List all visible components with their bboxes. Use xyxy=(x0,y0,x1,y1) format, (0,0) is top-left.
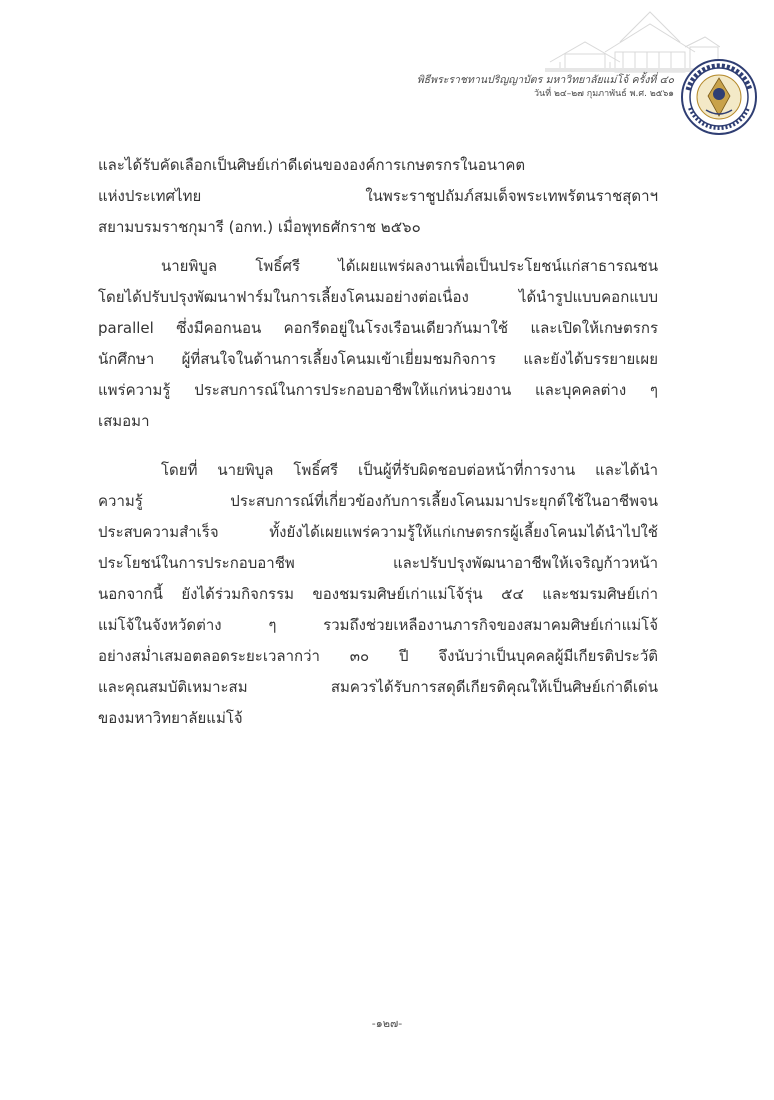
text-line: ประสบความสำเร็จ ทั้งยังได้เผยแพร่ความรู้ให้แก่เกษตรกรผู้เลี้ยงโคนมได้นำไปใช้ xyxy=(98,523,658,541)
text-line: เสมอมา xyxy=(98,412,150,430)
text-line: แม่โจ้ในจังหวัดต่าง ๆ รวมถึงช่วยเหลืองานภารกิจของสมาคมศิษย์เก่าแม่โจ้ xyxy=(98,616,658,634)
paragraph-1 xyxy=(98,150,658,243)
ceremony-title: พิธีพระราชทานปริญญาบัตร มหาวิทยาลัยแม่โจ้ ครั้งที่ ๔๐ xyxy=(416,74,674,86)
citation-body xyxy=(98,150,658,742)
ceremony-date: วันที่ ๒๔–๒๗ กุมภาพันธ์ พ.ศ. ๒๕๖๑ xyxy=(533,89,674,99)
page-header xyxy=(0,0,774,110)
text-line: นักศึกษา ผู้ที่สนใจในด้านการเลี้ยงโคนมเข้าเยี่ยมชมกิจการ และยังได้บรรยายเผย xyxy=(98,350,658,368)
text-line: นายพิบูล โพธิ์ศรี ได้เผยแพร่ผลงานเพื่อเป็นประโยชน์แก่สาธารณชน xyxy=(161,257,658,275)
text-line: และคุณสมบัติเหมาะสม สมควรได้รับการสดุดีเกียรติคุณให้เป็นศิษย์เก่าดีเด่น xyxy=(98,678,658,696)
text-line: ความรู้ ประสบการณ์ที่เกี่ยวข้องกับการเลี้ยงโคนมมาประยุกต์ใช้ในอาชีพจน xyxy=(98,492,658,510)
text-line: parallel ซึ่งมีคอกนอน คอกรีดอยู่ในโรงเรือนเดียวกันมาใช้ และเปิดให้เกษตรกร xyxy=(98,319,658,337)
paragraph-3 xyxy=(98,455,658,734)
text-line: นอกจากนี้ ยังได้ร่วมกิจกรรม ของชมรมศิษย์เก่าแม่โจ้รุ่น ๕๔ และชมรมศิษย์เก่า xyxy=(98,585,658,603)
text-line: แห่งประเทศไทย ในพระราชูปถัมภ์สมเด็จพระเทพรัตนราชสุดาฯ xyxy=(98,187,658,205)
text-line: และได้รับคัดเลือกเป็นศิษย์เก่าดีเด่นขององค์การเกษตรกรในอนาคต xyxy=(98,156,526,174)
text-line: แพร่ความรู้ ประสบการณ์ในการประกอบอาชีพให้แก่หน่วยงาน และบุคคลต่าง ๆ xyxy=(98,381,658,399)
text-line: ของมหาวิทยาลัยแม่โจ้ xyxy=(98,709,243,727)
page-number: -๑๒๗- xyxy=(371,1017,403,1030)
text-line: อย่างสม่ำเสมอตลอดระยะเวลากว่า ๓๐ ปี จึงนับว่าเป็นบุคคลผู้มีเกียรติประวัติ xyxy=(98,647,658,665)
text-line: สยามบรมราชกุมารี (อกท.) เมื่อพุทธศักราช ๒๕๖๐ xyxy=(98,218,421,236)
text-line: โดยได้ปรับปรุงพัฒนาฟาร์มในการเลี้ยงโคนมอย่างต่อเนื่อง ได้นำรูปแบบคอกแบบ xyxy=(98,288,658,306)
paragraph-2 xyxy=(98,251,658,437)
maejo-university-seal xyxy=(680,58,758,136)
text-line: โดยที่ นายพิบูล โพธิ์ศรี เป็นผู้ที่รับผิดชอบต่อหน้าที่การงาน และได้นำ xyxy=(161,461,658,479)
text-line: ประโยชน์ในการประกอบอาชีพ และปรับปรุงพัฒนาอาชีพให้เจริญก้าวหน้า xyxy=(98,554,658,572)
